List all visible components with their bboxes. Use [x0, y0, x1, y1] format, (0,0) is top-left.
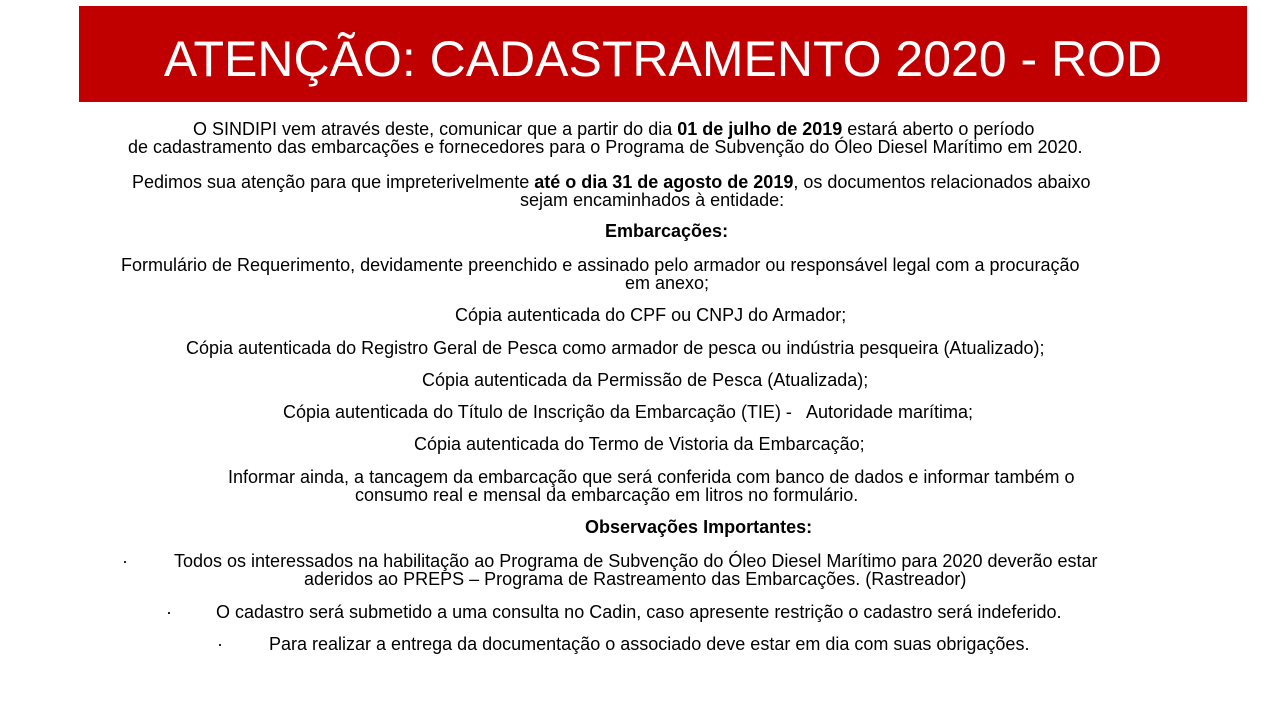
bullet-3: · — [217, 634, 223, 654]
observacoes-item-3: Para realizar a entrega da documentação o associado deve estar em dia com suas obrigações. — [269, 634, 1030, 654]
embarcacoes-item-1-line-2: em anexo; — [625, 273, 710, 293]
page-title: ATENÇÃO: CADASTRAMENTO 2020 - ROD — [163, 31, 1163, 87]
bullet-1: · — [122, 551, 128, 571]
observacoes-item-1-line-1: Todos os interessados na habilitação ao Programa de Subvenção do Óleo Diesel Marítimo para 2020 deverão estar — [174, 551, 1098, 571]
embarcacoes-item-4: Cópia autenticada da Permissão de Pesca (Atualizada); — [422, 370, 869, 390]
intro-text: Pedimos sua atenção para que impreterivelmente — [132, 172, 535, 192]
intro-text: O SINDIPI vem através deste, comunicar que a partir do dia — [193, 119, 678, 139]
intro-text: estará aberto o período — [842, 119, 1035, 139]
intro-date-start: 01 de julho de 2019 — [677, 119, 843, 139]
embarcacoes-note-line-2: consumo real e mensal da embarcação em litros no formulário. — [355, 485, 859, 505]
embarcacoes-item-3: Cópia autenticada do Registro Geral de Pesca como armador de pesca ou indústria pesqueira (Atualizado); — [186, 338, 1045, 358]
embarcacoes-item-1-line-1: Formulário de Requerimento, devidamente preenchido e assinado pelo armador ou responsável legal com a procuração — [121, 255, 1080, 275]
embarcacoes-item-2: Cópia autenticada do CPF ou CNPJ do Armador; — [455, 305, 847, 325]
observacoes-heading: Observações Importantes: — [585, 517, 813, 537]
intro-paragraph-1-line-2: de cadastramento das embarcações e fornecedores para o Programa de Subvenção do Óleo Diesel Marítimo em 2020. — [128, 137, 1083, 157]
intro-text: , os documentos relacionados abaixo — [793, 172, 1091, 192]
embarcacoes-item-6: Cópia autenticada do Termo de Vistoria da Embarcação; — [414, 434, 865, 454]
bullet-2: · — [166, 602, 172, 622]
observacoes-item-2: O cadastro será submetido a uma consulta no Cadin, caso apresente restrição o cadastro será indeferido. — [216, 602, 1062, 622]
intro-paragraph-2-line-2: sejam encaminhados à entidade: — [520, 190, 785, 210]
embarcacoes-heading: Embarcações: — [605, 221, 729, 241]
intro-deadline: até o dia 31 de agosto de 2019 — [534, 172, 794, 192]
intro-paragraph-1-line-1 — [193, 120, 1034, 138]
observacoes-item-1-line-2: aderidos ao PREPS – Programa de Rastreamento das Embarcações. (Rastreador) — [304, 569, 967, 589]
embarcacoes-item-5: Cópia autenticada do Título de Inscrição da Embarcação (TIE) - Autoridade marítima; — [283, 402, 974, 422]
embarcacoes-note-line-1: Informar ainda, a tancagem da embarcação que será conferida com banco de dados e informar também o — [228, 467, 1075, 487]
intro-paragraph-2-line-1 — [132, 173, 1091, 191]
